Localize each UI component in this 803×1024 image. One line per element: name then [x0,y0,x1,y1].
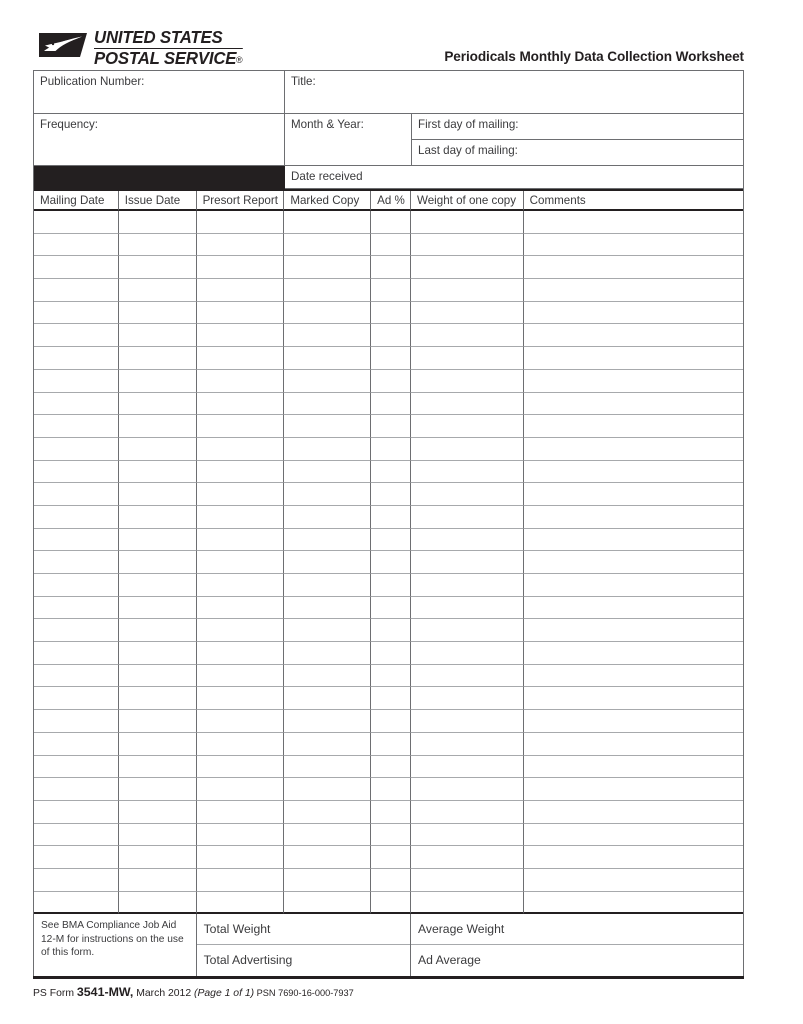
table-cell[interactable] [119,642,197,665]
table-cell[interactable] [284,234,371,257]
table-cell[interactable] [411,778,524,801]
row-publication [34,71,743,114]
table-cell[interactable] [284,778,371,801]
table-cell[interactable] [197,597,285,620]
table-cell[interactable] [119,801,197,824]
table-cell[interactable] [284,483,371,506]
usps-wordmark-line2 [94,50,243,68]
table-cell[interactable] [34,665,119,688]
table-cell[interactable] [411,415,524,438]
table-cell[interactable] [371,801,411,824]
table-cell[interactable] [524,824,743,847]
ps-form-psn: PSN 7690-16-000-7937 [254,988,354,998]
usps-eagle-icon [39,30,87,60]
table-cell[interactable] [411,347,524,370]
table-cell[interactable] [371,234,411,257]
table-row[interactable] [34,733,743,756]
table-cell[interactable] [411,665,524,688]
table-cell[interactable] [119,370,197,393]
table-cell[interactable] [34,778,119,801]
form-bottom-rule [33,976,744,979]
row-frequency [34,114,743,166]
table-cell[interactable] [197,733,285,756]
table-cell[interactable] [197,461,285,484]
table-cell[interactable] [197,642,285,665]
table-cell[interactable] [371,506,411,529]
table-row[interactable] [34,551,743,574]
table-cell[interactable] [34,687,119,710]
table-cell[interactable] [524,393,743,416]
table-row[interactable] [34,597,743,620]
table-cell[interactable] [411,506,524,529]
table-cell[interactable] [411,483,524,506]
table-cell[interactable] [119,574,197,597]
table-cell[interactable] [524,756,743,779]
table-row[interactable] [34,438,743,461]
field-total-advertising[interactable]: Total Advertising [203,953,293,968]
table-row[interactable] [34,642,743,665]
table-cell[interactable] [411,642,524,665]
table-cell[interactable] [34,256,119,279]
table-cell[interactable] [119,710,197,733]
table-cell[interactable] [411,438,524,461]
table-row[interactable] [34,846,743,869]
table-cell[interactable] [524,302,743,325]
table-cell[interactable] [119,733,197,756]
ps-form-page: (Page 1 of 1) [194,988,255,999]
table-cell[interactable] [371,778,411,801]
table-cell[interactable] [197,415,285,438]
table-cell[interactable] [119,506,197,529]
table-cell[interactable] [411,234,524,257]
table-row[interactable] [34,574,743,597]
column-header-marked-copy: Marked Copy [284,191,371,211]
table-cell[interactable] [197,324,285,347]
table-cell[interactable] [284,551,371,574]
table-cell[interactable] [34,756,119,779]
table-cell[interactable] [371,710,411,733]
table-cell[interactable] [197,438,285,461]
table-cell[interactable] [34,415,119,438]
table-cell[interactable] [371,393,411,416]
table-cell[interactable] [119,483,197,506]
table-cell[interactable] [119,529,197,552]
table-cell[interactable] [524,687,743,710]
table-cell[interactable] [284,892,371,915]
table-cell[interactable] [119,324,197,347]
field-publication-number[interactable]: Publication Number: [34,71,285,114]
table-row[interactable] [34,461,743,484]
table-cell[interactable] [411,869,524,892]
table-cell[interactable] [284,302,371,325]
ps-form-date: March 2012 [133,988,195,999]
table-cell[interactable] [284,687,371,710]
table-cell[interactable] [197,801,285,824]
table-cell[interactable] [197,892,285,915]
table-cell[interactable] [197,347,285,370]
table-cell[interactable] [411,619,524,642]
table-cell[interactable] [119,347,197,370]
table-cell[interactable] [284,710,371,733]
table-cell[interactable] [524,846,743,869]
table-cell[interactable] [284,846,371,869]
table-row[interactable] [34,506,743,529]
table-cell[interactable] [34,733,119,756]
table-cell[interactable] [119,211,197,234]
field-date-received[interactable]: Date received [285,166,743,189]
worksheet-form [33,70,744,976]
table-cell[interactable] [524,642,743,665]
table-cell[interactable] [119,438,197,461]
page-title: Periodicals Monthly Data Collection Worksheet [444,49,744,64]
table-row[interactable] [34,687,743,710]
table-cell[interactable] [524,211,743,234]
table-cell[interactable] [197,529,285,552]
totals-right-group [411,914,743,976]
table-cell[interactable] [284,324,371,347]
table-cell[interactable] [197,234,285,257]
table-cell[interactable] [197,869,285,892]
table-cell[interactable] [197,551,285,574]
table-cell[interactable] [371,619,411,642]
table-cell[interactable] [119,461,197,484]
table-cell[interactable] [371,846,411,869]
table-cell[interactable] [34,483,119,506]
table-cell[interactable] [197,211,285,234]
table-cell[interactable] [284,438,371,461]
table-cell[interactable] [34,211,119,234]
mailing-days-group [412,114,743,166]
table-cell[interactable] [411,324,524,347]
table-cell[interactable] [371,461,411,484]
table-cell[interactable] [34,324,119,347]
table-cell[interactable] [34,370,119,393]
table-cell[interactable] [119,619,197,642]
table-row[interactable] [34,279,743,302]
table-cell[interactable] [524,619,743,642]
table-cell[interactable] [411,370,524,393]
table-cell[interactable] [411,461,524,484]
table-cell[interactable] [119,393,197,416]
table-row[interactable] [34,324,743,347]
table-cell[interactable] [34,710,119,733]
table-cell[interactable] [119,665,197,688]
table-row[interactable] [34,347,743,370]
table-cell[interactable] [524,370,743,393]
table-cell[interactable] [371,756,411,779]
table-cell[interactable] [197,756,285,779]
table-row[interactable] [34,415,743,438]
table-cell[interactable] [34,574,119,597]
table-cell[interactable] [524,892,743,915]
table-cell[interactable] [371,665,411,688]
table-cell[interactable] [284,393,371,416]
table-cell[interactable] [524,483,743,506]
table-body [34,211,743,914]
table-cell[interactable] [119,302,197,325]
table-row[interactable] [34,529,743,552]
table-cell[interactable] [119,756,197,779]
table-cell[interactable] [371,302,411,325]
column-header-mailing-date: Mailing Date [34,191,119,211]
table-cell[interactable] [119,551,197,574]
table-cell[interactable] [284,461,371,484]
table-cell[interactable] [119,892,197,915]
table-cell[interactable] [411,574,524,597]
table-row[interactable] [34,756,743,779]
table-cell[interactable] [284,756,371,779]
table-cell[interactable] [524,234,743,257]
table-cell[interactable] [371,869,411,892]
table-cell[interactable] [371,324,411,347]
table-cell[interactable] [284,574,371,597]
table-cell[interactable] [34,302,119,325]
table-cell[interactable] [197,574,285,597]
totals-left-group [197,914,411,976]
table-cell[interactable] [197,619,285,642]
table-row[interactable] [34,211,743,234]
table-cell[interactable] [411,824,524,847]
table-cell[interactable] [411,279,524,302]
table-cell[interactable] [371,824,411,847]
table-cell[interactable] [197,302,285,325]
table-cell[interactable] [284,211,371,234]
instructions-note: See BMA Compliance Job Aid 12-M for instructions on the use of this form. [34,914,197,976]
field-title[interactable]: Title: [285,71,743,114]
table-cell[interactable] [197,778,285,801]
table-cell[interactable] [371,892,411,915]
table-cell[interactable] [34,347,119,370]
table-cell[interactable] [371,438,411,461]
table-cell[interactable] [411,256,524,279]
table-cell[interactable] [284,619,371,642]
table-cell[interactable] [284,801,371,824]
table-cell[interactable] [197,665,285,688]
table-cell[interactable] [119,687,197,710]
table-cell[interactable] [284,370,371,393]
table-cell[interactable] [284,733,371,756]
table-row[interactable] [34,483,743,506]
table-cell[interactable] [524,324,743,347]
table-cell[interactable] [371,415,411,438]
column-header-issue-date: Issue Date [119,191,197,211]
ps-form-prefix: PS Form [33,988,77,999]
table-cell[interactable] [524,869,743,892]
usps-wordmark-line1: UNITED STATES [94,29,243,49]
table-cell[interactable] [34,869,119,892]
table-row[interactable] [34,869,743,892]
table-header-row [34,189,743,211]
table-cell[interactable] [524,665,743,688]
table-cell[interactable] [524,778,743,801]
table-cell[interactable] [119,415,197,438]
table-cell[interactable] [524,461,743,484]
table-cell[interactable] [34,529,119,552]
table-cell[interactable] [284,279,371,302]
row-totals [34,914,743,976]
table-cell[interactable] [119,824,197,847]
table-row[interactable] [34,710,743,733]
table-row[interactable] [34,234,743,257]
table-cell[interactable] [34,824,119,847]
masthead [33,28,744,68]
table-cell[interactable] [411,551,524,574]
field-average-weight[interactable]: Average Weight [411,914,743,945]
table-cell[interactable] [411,211,524,234]
table-cell[interactable] [411,846,524,869]
usps-wordmark-line2-text: POSTAL SERVICE [94,48,237,68]
table-cell[interactable] [34,551,119,574]
table-cell[interactable] [524,438,743,461]
table-cell[interactable] [34,801,119,824]
table-cell[interactable] [411,801,524,824]
table-cell[interactable] [524,801,743,824]
table-cell[interactable] [371,597,411,620]
table-row[interactable] [34,302,743,325]
table-cell[interactable] [34,642,119,665]
field-last-day-of-mailing[interactable]: Last day of mailing: [418,144,518,157]
table-cell[interactable] [197,506,285,529]
table-cell[interactable] [34,597,119,620]
table-cell[interactable] [197,393,285,416]
table-cell[interactable] [197,710,285,733]
table-cell[interactable] [197,824,285,847]
table-cell[interactable] [119,234,197,257]
row-date-received [34,166,743,189]
table-cell[interactable] [284,256,371,279]
table-cell[interactable] [371,551,411,574]
table-cell[interactable] [284,597,371,620]
field-frequency[interactable]: Frequency: [34,114,285,166]
table-cell[interactable] [119,279,197,302]
table-cell[interactable] [411,733,524,756]
table-cell[interactable] [371,256,411,279]
table-cell[interactable] [371,642,411,665]
table-cell[interactable] [119,256,197,279]
field-month-year[interactable]: Month & Year: [285,114,412,166]
table-cell[interactable] [411,892,524,915]
table-cell[interactable] [524,574,743,597]
table-cell[interactable] [34,892,119,915]
table-cell[interactable] [371,347,411,370]
table-cell[interactable] [524,733,743,756]
table-row[interactable] [34,370,743,393]
column-header-comments: Comments [524,191,743,211]
form-identification-line [33,985,354,999]
table-cell[interactable] [119,869,197,892]
table-cell[interactable] [119,597,197,620]
table-cell[interactable] [524,506,743,529]
table-cell[interactable] [524,279,743,302]
table-row[interactable] [34,256,743,279]
table-cell[interactable] [524,710,743,733]
table-cell[interactable] [34,619,119,642]
table-cell[interactable] [371,529,411,552]
table-cell[interactable] [284,506,371,529]
table-cell[interactable] [284,824,371,847]
table-row[interactable] [34,393,743,416]
table-cell[interactable] [411,597,524,620]
table-cell[interactable] [371,370,411,393]
table-cell[interactable] [371,483,411,506]
table-cell[interactable] [411,687,524,710]
table-row[interactable] [34,892,743,915]
ps-form-number: 3541-MW, [76,985,134,999]
table-cell[interactable] [284,642,371,665]
table-cell[interactable] [34,506,119,529]
table-cell[interactable] [197,256,285,279]
field-total-weight[interactable]: Total Weight [197,914,410,945]
table-cell[interactable] [34,393,119,416]
table-cell[interactable] [284,529,371,552]
table-row[interactable] [34,824,743,847]
table-cell[interactable] [411,302,524,325]
table-row[interactable] [34,778,743,801]
field-first-day-of-mailing[interactable]: First day of mailing: [412,114,743,140]
table-cell[interactable] [371,574,411,597]
table-cell[interactable] [411,710,524,733]
table-cell[interactable] [34,461,119,484]
table-cell[interactable] [119,846,197,869]
table-cell[interactable] [34,438,119,461]
table-cell[interactable] [197,370,285,393]
table-cell[interactable] [197,279,285,302]
table-cell[interactable] [34,846,119,869]
table-row[interactable] [34,619,743,642]
table-cell[interactable] [524,597,743,620]
table-cell[interactable] [411,756,524,779]
black-bar [34,166,285,189]
table-cell[interactable] [119,778,197,801]
table-cell[interactable] [197,846,285,869]
table-cell[interactable] [34,279,119,302]
field-ad-average[interactable]: Ad Average [417,953,481,968]
table-cell[interactable] [371,687,411,710]
table-cell[interactable] [197,687,285,710]
table-row[interactable] [34,801,743,824]
table-cell[interactable] [284,665,371,688]
table-row[interactable] [34,665,743,688]
usps-logo [39,28,249,68]
table-cell[interactable] [371,279,411,302]
table-cell[interactable] [197,483,285,506]
table-cell[interactable] [524,415,743,438]
table-cell[interactable] [524,256,743,279]
column-header-ad-percent: Ad % [371,191,411,211]
table-cell[interactable] [411,393,524,416]
table-cell[interactable] [34,234,119,257]
column-header-presort-report: Presort Report [197,191,285,211]
table-cell[interactable] [411,529,524,552]
column-header-weight-of-one-copy: Weight of one copy [411,191,524,211]
table-cell[interactable] [284,347,371,370]
registered-mark-icon: ® [236,55,243,65]
table-cell[interactable] [284,869,371,892]
usps-wordmark [94,28,249,68]
table-cell[interactable] [371,211,411,234]
table-cell[interactable] [524,551,743,574]
table-cell[interactable] [371,733,411,756]
table-cell[interactable] [524,347,743,370]
table-cell[interactable] [284,415,371,438]
table-cell[interactable] [524,529,743,552]
